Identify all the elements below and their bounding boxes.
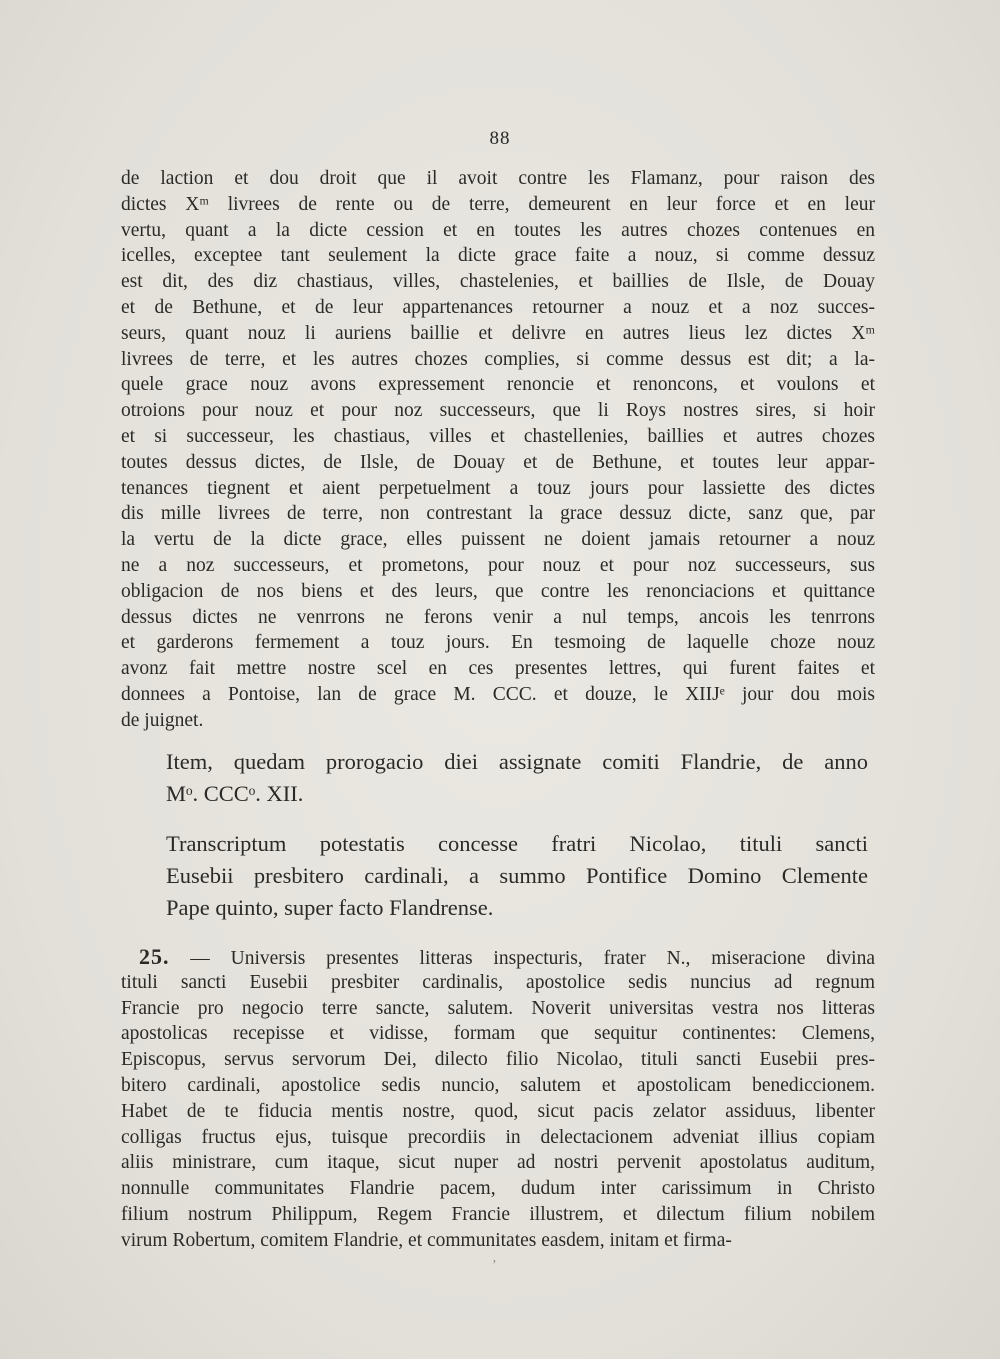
text-line: et si successeur, les chastiaus, villes et chastellenies, baillies et autres chozes <box>121 425 875 447</box>
text-line: Episcopus, servus servorum Dei, dilecto filio Nicolao, tituli sancti Eusebii pres- <box>121 1049 875 1071</box>
text-line: toutes dessus dictes, de Ilsle, de Douay et de Bethune, et toutes leur appar- <box>121 451 875 473</box>
text-line: Eusebii presbitero cardinali, a summo Pontifice Domino Clemente <box>166 863 868 888</box>
text-line: avonz fait mettre nostre scel en ces presentes lettres, qui furent faites et <box>121 658 875 680</box>
text-line: de juignet. <box>121 709 204 731</box>
text-line: de laction et dou droit que il avoit contre les Flamanz, pour raison des <box>121 168 875 189</box>
text-line: vertu, quant a la dicte cession et en toutes les autres chozes contenues en <box>121 219 875 241</box>
text-line: est dit, des diz chastiaus, villes, chastelenies, et baillies de Ilsle, de Douay <box>121 271 875 293</box>
text-line: apostolicas recepisse et vidisse, formam que sequitur continentes: Clemens, <box>121 1023 875 1045</box>
text-line: virum Robertum, comitem Flandrie, et communitates easdem, initam et firma- <box>121 1229 732 1251</box>
text-line: otroions pour nouz et pour noz successeurs, que li Roys nostres sires, si hoir <box>121 400 875 422</box>
text-line: tituli sancti Eusebii presbiter cardinalis, apostolice sedis nuncius ad regnum <box>121 971 875 993</box>
text-line: quele grace nouz avons expressement renoncie et renoncons, et voulons et <box>121 374 875 396</box>
text-line: livrees de terre, et les autres chozes complies, si comme dessus est dit; a la- <box>121 348 875 370</box>
text-line: dis mille livrees de terre, non contrestant la grace dessuz dicte, sanz que, par <box>121 503 875 525</box>
text-line: donnees a Pontoise, lan de grace M. CCC. et douze, le XIIJᵉ jour dou mois <box>121 683 875 705</box>
item-heading-transcriptum <box>166 828 868 924</box>
text-line: et de Bethune, et de leur appartenances retourner a nouz et a noz succes- <box>121 296 875 318</box>
text-line: Pape quinto, super facto Flandrense. <box>166 895 494 920</box>
text-line: icelles, exceptee tant seulement la dicte grace faite a nouz, si comme dessuz <box>121 245 875 267</box>
text-line: Francie pro negocio terre sancte, salutem. Noverit universitas vestra nos litteras <box>121 997 875 1019</box>
text-line: la vertu de la dicte grace, elles puissent ne doient jamais retourner a nouz <box>121 529 875 551</box>
paragraph-document-25 <box>121 944 875 1254</box>
item-heading-prorogacio <box>166 746 868 810</box>
text-line: Item, quedam prorogacio diei assignate comiti Flandrie, de anno <box>166 749 868 774</box>
text-line: et garderons fermement a touz jours. En tesmoing de laquelle choze nouz <box>121 632 875 654</box>
text-line: Transcriptum potestatis concesse fratri Nicolao, tituli sancti <box>166 831 868 856</box>
text-line: tenances tiegnent et aient perpetuelment a touz jours pour lassiette des dictes <box>121 477 875 499</box>
text-line: ne a noz successeurs, et prometons, pour nouz et pour noz successeurs, sus <box>121 554 875 576</box>
text-line: Mᵒ. CCCᵒ. XII. <box>166 781 304 806</box>
text-line: nonnulle communitates Flandrie pacem, dudum inter carissimum in Christo <box>121 1178 875 1200</box>
text-line: dictes Xᵐ livrees de rente ou de terre, demeurent en leur force et en leur <box>121 193 875 215</box>
text-line <box>121 944 875 970</box>
text-line: seurs, quant nouz li auriens baillie et delivre en autres lieus lez dictes Xᵐ <box>121 322 875 344</box>
text-line: colligas fructus ejus, tuisque precordiis in delectacionem adveniat illius copiam <box>121 1126 875 1148</box>
text-line: dessus dictes ne venrrons ne ferons venir a nul temps, ancois les tenrrons <box>121 606 875 628</box>
text-line: filium nostrum Philippum, Regem Francie illustrem, et dilectum filium nobilem <box>121 1203 875 1225</box>
text-line: aliis ministrare, cum itaque, sicut nuper ad nostri pervenit apostolatus auditum, <box>121 1152 875 1174</box>
text-line: Habet de te fiducia mentis nostre, quod, sicut pacis zelator assiduus, libenter <box>121 1100 875 1122</box>
text-line: bitero cardinali, apostolice sedis nuncio, salutem et apostolicam benediccionem. <box>121 1074 875 1096</box>
text-line: obligacion de nos biens et des leurs, que contre les renonciacions et quittance <box>121 580 875 602</box>
paragraph-french-charter <box>121 166 875 734</box>
text-line-content: — Universis presentes litteras inspecturis, frater N., miseracione divina <box>169 948 875 969</box>
page-number: 88 <box>489 128 511 149</box>
document-number: 25. <box>139 944 170 969</box>
ink-mark: ʼ <box>492 1258 497 1273</box>
